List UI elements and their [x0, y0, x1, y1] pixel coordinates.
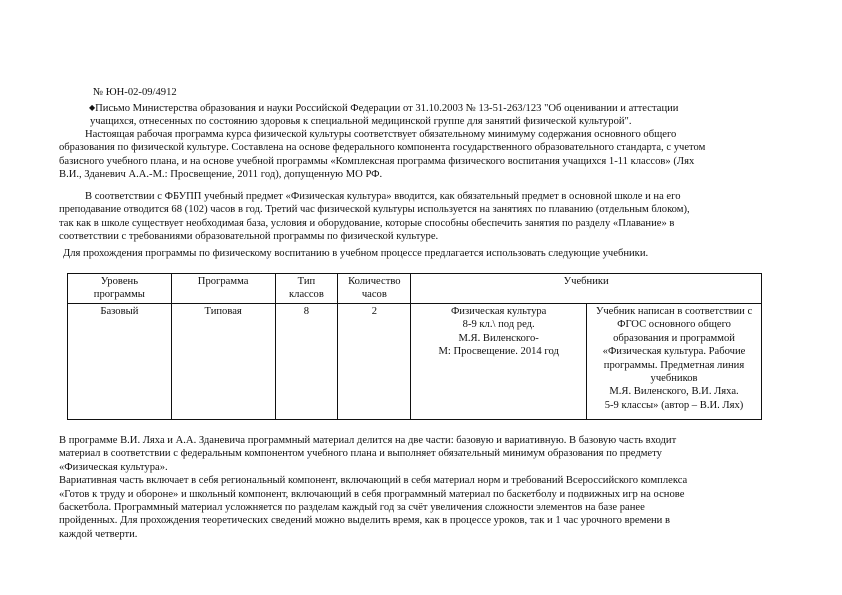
- header-textbooks: Учебники: [411, 274, 762, 304]
- closing-line: баскетбола. Программный материал усложняется по разделам каждый год за счёт увеличения сложности элементов на базе ранее: [59, 502, 645, 514]
- textbooks-table: [67, 273, 762, 420]
- letter-line: учащихся, отнесенных по состоянию здоровья к специальной медицинской группе для занятий физической культурой".: [90, 116, 632, 128]
- table-row: [68, 304, 762, 420]
- document-number: № ЮН-02-09/4912: [93, 87, 177, 98]
- header-level: Уровень программы: [68, 274, 172, 304]
- letter-line: ◆Письмо Министерства образования и науки Российской Федерации от 31.10.2003 № 13-51-263/123 "Об оценивании и аттестации: [89, 103, 679, 114]
- cell-level: Базовый: [68, 304, 172, 420]
- header-hours: Количество часов: [338, 274, 411, 304]
- header-class-type: Тип классов: [275, 274, 338, 304]
- header-program: Программа: [171, 274, 275, 304]
- fgos-line: так как в школе существует необходимая база, условия и оборудование, которые способны обеспечить занятия по разделу «Плавание» в: [59, 217, 675, 229]
- closing-line: «Готов к труду и обороне» и школьный компонент, включающий в себя программный материал по баскетболу и подвижных игр на основе: [59, 488, 685, 500]
- intro-line: образования по физической культуре. Составлена на основе федерального компонента государственного образовательного стандарта, с учетом: [59, 142, 706, 154]
- intro-line: Настоящая рабочая программа курса физической культуры соответствует обязательному минимуму содержания основного общего: [85, 129, 677, 140]
- cell-program: Типовая: [171, 304, 275, 420]
- cell-class-type: 8: [275, 304, 338, 420]
- ministry-letter-reference: [89, 101, 678, 129]
- bullet-icon: ◆: [89, 103, 96, 112]
- table-header-row: [68, 274, 762, 304]
- cell-textbook-1: Физическая культура 8-9 кл.\ под ред. М.Я. Виленского- М: Просвещение. 2014 год: [411, 304, 587, 420]
- fgos-line: преподавание отводится 68 (102) часов в год. Третий час физической культуры используется на занятиях по плаванию (отдельным блоком),: [59, 204, 690, 216]
- cell-hours: 2: [338, 304, 411, 420]
- closing-line: каждой четверти.: [59, 528, 138, 540]
- closing-line: В программе В.И. Ляха и А.А. Зданевича программный материал делится на две части: базовую и вариативную. В базовую часть входит: [59, 435, 677, 446]
- closing-line: Вариативная часть включает в себя региональный компонент, включающий в себя материал норм и требований Всероссийского комплекса: [59, 475, 688, 487]
- closing-line: пройденных. Для прохождения теоретических сведений можно выделить время, как в процессе уроков, так и 1 час урочного времени в: [59, 515, 671, 527]
- intro-line: базисного учебного плана, и на основе учебной программы «Комплексная программа физического воспитания учащихся 1-11 классов» (Лях: [59, 155, 695, 167]
- closing-paragraph: [59, 434, 687, 541]
- intro-line: В.И., Зданевич А.А.-М.: Просвещение, 2011 год), допущенную МО РФ.: [59, 169, 383, 181]
- intro-paragraph: [59, 128, 705, 182]
- fgos-line: В соответствии с ФБУПП учебный предмет «Физическая культура» вводится, как обязательный предмет в основной школе и на его: [85, 191, 681, 202]
- closing-line: «Физическая культура».: [59, 461, 168, 473]
- closing-line: материал в соответствии с федеральным компонентом учебного плана и выполняет обязательный минимум образования по предмету: [59, 448, 662, 460]
- textbook-intro: Для прохождения программы по физическому воспитанию в учебном процессе предлагается использовать следующие учебники.: [63, 248, 649, 259]
- fgos-line: соответствии с требованиями образовательной программы по физической культуре.: [59, 231, 439, 243]
- fgos-paragraph: [59, 190, 690, 244]
- cell-textbook-2: Учебник написан в соответствии с ФГОС основного общего образования и программой «Физическая культура. Рабочие программы. Предметная линия учебников М.Я. Виленского, В.И. Ляха. 5-9 классы» (автор – В.И. Лях): [587, 304, 762, 420]
